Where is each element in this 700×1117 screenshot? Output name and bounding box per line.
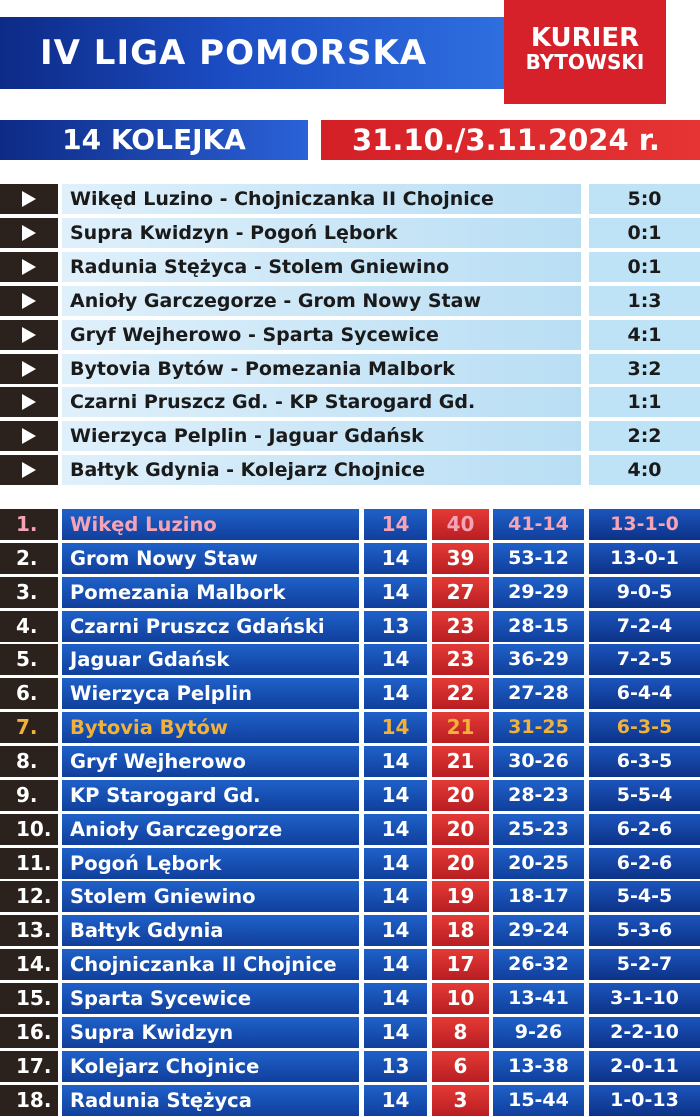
table-row	[0, 1085, 700, 1116]
wins-draws-losses: 13-0-1	[589, 543, 700, 574]
table-row	[0, 746, 700, 777]
match-score: 5:0	[589, 184, 700, 214]
table-row	[0, 881, 700, 912]
team-name: Gryf Wejherowo	[62, 746, 359, 777]
result-row	[0, 252, 700, 282]
position: 13.	[0, 915, 58, 946]
points: 21	[432, 746, 489, 777]
team-name: Supra Kwidzyn	[62, 1017, 359, 1048]
result-row	[0, 286, 700, 316]
position: 1.	[0, 509, 58, 540]
goals: 27-28	[493, 678, 584, 709]
goals: 28-23	[493, 780, 584, 811]
points: 20	[432, 814, 489, 845]
goals: 18-17	[493, 881, 584, 912]
team-name: Radunia Stężyca	[62, 1085, 359, 1116]
position: 10.	[0, 814, 58, 845]
play-arrow-icon	[0, 218, 58, 248]
matches-played: 14	[364, 983, 427, 1014]
position: 16.	[0, 1017, 58, 1048]
team-name: Bytovia Bytów	[62, 712, 359, 743]
matches-played: 14	[364, 814, 427, 845]
position: 15.	[0, 983, 58, 1014]
points: 10	[432, 983, 489, 1014]
result-row	[0, 184, 700, 214]
points: 20	[432, 780, 489, 811]
team-name: Wierzyca Pelplin	[62, 678, 359, 709]
match-teams: Anioły Garczegorze - Grom Nowy Staw	[62, 286, 581, 316]
match-teams: Wierzyca Pelplin - Jaguar Gdańsk	[62, 421, 581, 451]
table-row	[0, 543, 700, 574]
match-teams: Radunia Stężyca - Stolem Gniewino	[62, 252, 581, 282]
position: 14.	[0, 949, 58, 980]
play-arrow-icon	[0, 455, 58, 485]
points: 23	[432, 644, 489, 675]
matches-played: 14	[364, 509, 427, 540]
position: 8.	[0, 746, 58, 777]
table-row	[0, 678, 700, 709]
goals: 53-12	[493, 543, 584, 574]
team-name: Grom Nowy Staw	[62, 543, 359, 574]
team-name: Sparta Sycewice	[62, 983, 359, 1014]
team-name: Pogoń Lębork	[62, 848, 359, 879]
points: 3	[432, 1085, 489, 1116]
goals: 20-25	[493, 848, 584, 879]
wins-draws-losses: 2-0-11	[589, 1051, 700, 1082]
round-label: 14 KOLEJKA	[62, 123, 246, 156]
wins-draws-losses: 6-2-6	[589, 814, 700, 845]
matches-played: 14	[364, 678, 427, 709]
table-row	[0, 983, 700, 1014]
points: 27	[432, 577, 489, 608]
goals: 29-29	[493, 577, 584, 608]
table-row	[0, 915, 700, 946]
match-score: 2:2	[589, 421, 700, 451]
position: 11.	[0, 848, 58, 879]
logo-line-2: BYTOWSKI	[525, 50, 645, 74]
logo	[504, 0, 666, 104]
play-arrow-icon	[0, 354, 58, 384]
play-arrow-icon	[0, 252, 58, 282]
team-name: Bałtyk Gdynia	[62, 915, 359, 946]
points: 22	[432, 678, 489, 709]
play-arrow-icon	[0, 286, 58, 316]
play-arrow-icon	[0, 184, 58, 214]
table-row	[0, 509, 700, 540]
position: 7.	[0, 712, 58, 743]
goals: 15-44	[493, 1085, 584, 1116]
position: 18.	[0, 1085, 58, 1116]
matches-played: 13	[364, 1051, 427, 1082]
points: 17	[432, 949, 489, 980]
team-name: KP Starogard Gd.	[62, 780, 359, 811]
matches-played: 14	[364, 881, 427, 912]
wins-draws-losses: 7-2-5	[589, 644, 700, 675]
match-teams: Bytovia Bytów - Pomezania Malbork	[62, 354, 581, 384]
table-row	[0, 1051, 700, 1082]
matches-played: 14	[364, 1017, 427, 1048]
table-row	[0, 712, 700, 743]
wins-draws-losses: 2-2-10	[589, 1017, 700, 1048]
team-name: Jaguar Gdańsk	[62, 644, 359, 675]
goals: 31-25	[493, 712, 584, 743]
team-name: Kolejarz Chojnice	[62, 1051, 359, 1082]
result-row	[0, 218, 700, 248]
table-row	[0, 949, 700, 980]
matches-played: 14	[364, 644, 427, 675]
team-name: Anioły Garczegorze	[62, 814, 359, 845]
wins-draws-losses: 5-5-4	[589, 780, 700, 811]
match-score: 0:1	[589, 218, 700, 248]
matches-played: 14	[364, 949, 427, 980]
position: 17.	[0, 1051, 58, 1082]
points: 40	[432, 509, 489, 540]
points: 21	[432, 712, 489, 743]
goals: 13-38	[493, 1051, 584, 1082]
goals: 29-24	[493, 915, 584, 946]
matches-played: 14	[364, 577, 427, 608]
goals: 30-26	[493, 746, 584, 777]
position: 5.	[0, 644, 58, 675]
goals: 41-14	[493, 509, 584, 540]
matches-played: 14	[364, 848, 427, 879]
table-row	[0, 1017, 700, 1048]
wins-draws-losses: 13-1-0	[589, 509, 700, 540]
wins-draws-losses: 6-2-6	[589, 848, 700, 879]
match-score: 4:1	[589, 320, 700, 350]
table-row	[0, 577, 700, 608]
wins-draws-losses: 1-0-13	[589, 1085, 700, 1116]
position: 3.	[0, 577, 58, 608]
wins-draws-losses: 5-2-7	[589, 949, 700, 980]
result-row	[0, 387, 700, 417]
position: 12.	[0, 881, 58, 912]
team-name: Pomezania Malbork	[62, 577, 359, 608]
table-row	[0, 848, 700, 879]
goals: 36-29	[493, 644, 584, 675]
wins-draws-losses: 6-3-5	[589, 746, 700, 777]
wins-draws-losses: 6-4-4	[589, 678, 700, 709]
table-row	[0, 780, 700, 811]
goals: 9-26	[493, 1017, 584, 1048]
match-teams: Bałtyk Gdynia - Kolejarz Chojnice	[62, 455, 581, 485]
matches-played: 14	[364, 1085, 427, 1116]
result-row	[0, 455, 700, 485]
goals: 13-41	[493, 983, 584, 1014]
wins-draws-losses: 7-2-4	[589, 611, 700, 642]
team-name: Wikęd Luzino	[62, 509, 359, 540]
match-score: 0:1	[589, 252, 700, 282]
matches-played: 14	[364, 746, 427, 777]
play-arrow-icon	[0, 421, 58, 451]
page-title: IV LIGA POMORSKA	[40, 33, 428, 73]
wins-draws-losses: 6-3-5	[589, 712, 700, 743]
points: 23	[432, 611, 489, 642]
goals: 26-32	[493, 949, 584, 980]
wins-draws-losses: 3-1-10	[589, 983, 700, 1014]
wins-draws-losses: 5-4-5	[589, 881, 700, 912]
points: 8	[432, 1017, 489, 1048]
date-label: 31.10./3.11.2024 r.	[352, 123, 660, 157]
logo-line-1: KURIER	[530, 23, 640, 53]
matches-played: 14	[364, 780, 427, 811]
match-teams: Czarni Pruszcz Gd. - KP Starogard Gd.	[62, 387, 581, 417]
points: 6	[432, 1051, 489, 1082]
matches-played: 14	[364, 915, 427, 946]
table-row	[0, 814, 700, 845]
match-teams: Wikęd Luzino - Chojniczanka II Chojnice	[62, 184, 581, 214]
matches-played: 13	[364, 611, 427, 642]
wins-draws-losses: 5-3-6	[589, 915, 700, 946]
points: 19	[432, 881, 489, 912]
position: 4.	[0, 611, 58, 642]
position: 2.	[0, 543, 58, 574]
wins-draws-losses: 9-0-5	[589, 577, 700, 608]
match-score: 1:1	[589, 387, 700, 417]
result-row	[0, 320, 700, 350]
match-score: 3:2	[589, 354, 700, 384]
match-teams: Supra Kwidzyn - Pogoń Lębork	[62, 218, 581, 248]
match-teams: Gryf Wejherowo - Sparta Sycewice	[62, 320, 581, 350]
position: 6.	[0, 678, 58, 709]
table-row	[0, 644, 700, 675]
points: 18	[432, 915, 489, 946]
team-name: Czarni Pruszcz Gdański	[62, 611, 359, 642]
match-score: 4:0	[589, 455, 700, 485]
goals: 28-15	[493, 611, 584, 642]
result-row	[0, 421, 700, 451]
table-row	[0, 611, 700, 642]
points: 39	[432, 543, 489, 574]
matches-played: 14	[364, 543, 427, 574]
matches-played: 14	[364, 712, 427, 743]
result-row	[0, 354, 700, 384]
team-name: Chojniczanka II Chojnice	[62, 949, 359, 980]
play-arrow-icon	[0, 387, 58, 417]
points: 20	[432, 848, 489, 879]
match-score: 1:3	[589, 286, 700, 316]
play-arrow-icon	[0, 320, 58, 350]
position: 9.	[0, 780, 58, 811]
team-name: Stolem Gniewino	[62, 881, 359, 912]
goals: 25-23	[493, 814, 584, 845]
